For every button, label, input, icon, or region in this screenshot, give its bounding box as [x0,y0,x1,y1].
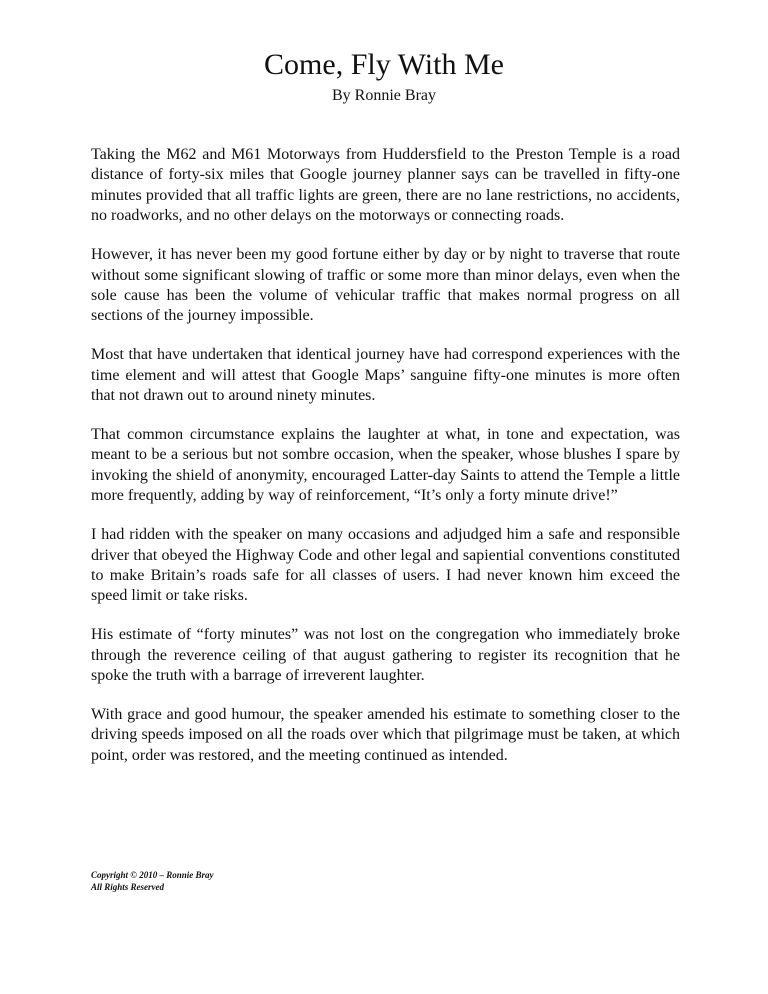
paragraph: His estimate of “forty minutes” was not lost on the congregation who immediately broke through the reverence ceiling of that august gathering to register its recognition that he spoke the truth with a barrage of irreverent laughter. [91,626,680,685]
page-title: Come, Fly With Me [264,48,504,81]
paragraph: With grace and good humour, the speaker amended his estimate to something closer to the driving speeds imposed on all the roads over which that pilgrimage must be taken, at which point, order was restored, and the meeting continued as intended. [91,705,680,764]
paragraph: Most that have undertaken that identical journey have had correspond experiences with the time element and will attest that Google Maps’ sanguine fifty-one minutes is more often that not drawn out to around ninety minutes. [91,346,680,405]
paragraph: However, it has never been my good fortune either by day or by night to traverse that route without some significant slowing of traffic or some more than minor delays, even when the sole cause has been the volume of vehicular traffic that makes normal progress on all sections of the journey impossible. [91,246,680,325]
paragraph: That common circumstance explains the laughter at what, in tone and expectation, was meant to be a serious but not sombre occasion, when the speaker, whose blushes I spare by invoking the shield of anonymity, encouraged Latter-day Saints to attend the Temple a little more frequently, adding by way of reinforcement, “It’s only a forty minute drive!” [91,425,680,505]
byline: By Ronnie Bray [332,87,436,104]
copyright-notice: Copyright © 2010 – Ronnie Bray [91,870,214,880]
rights-notice: All Rights Reserved [91,882,165,892]
document-body [91,145,680,785]
paragraph: Taking the M62 and M61 Motorways from Huddersfield to the Preston Temple is a road distance of forty-six miles that Google journey planner says can be travelled in fifty-one minutes provided that all traffic lights are green, there are no lane restrictions, no accidents, no roadworks, and no other delays on the motorways or connecting roads. [91,146,680,225]
paragraph: I had ridden with the speaker on many occasions and adjudged him a safe and responsible driver that obeyed the Highway Code and other legal and sapiential conventions constituted to make Britain’s roads safe for all classes of users. I had never known him exceed the speed limit or take risks. [91,526,680,605]
copyright-footer [91,869,214,893]
